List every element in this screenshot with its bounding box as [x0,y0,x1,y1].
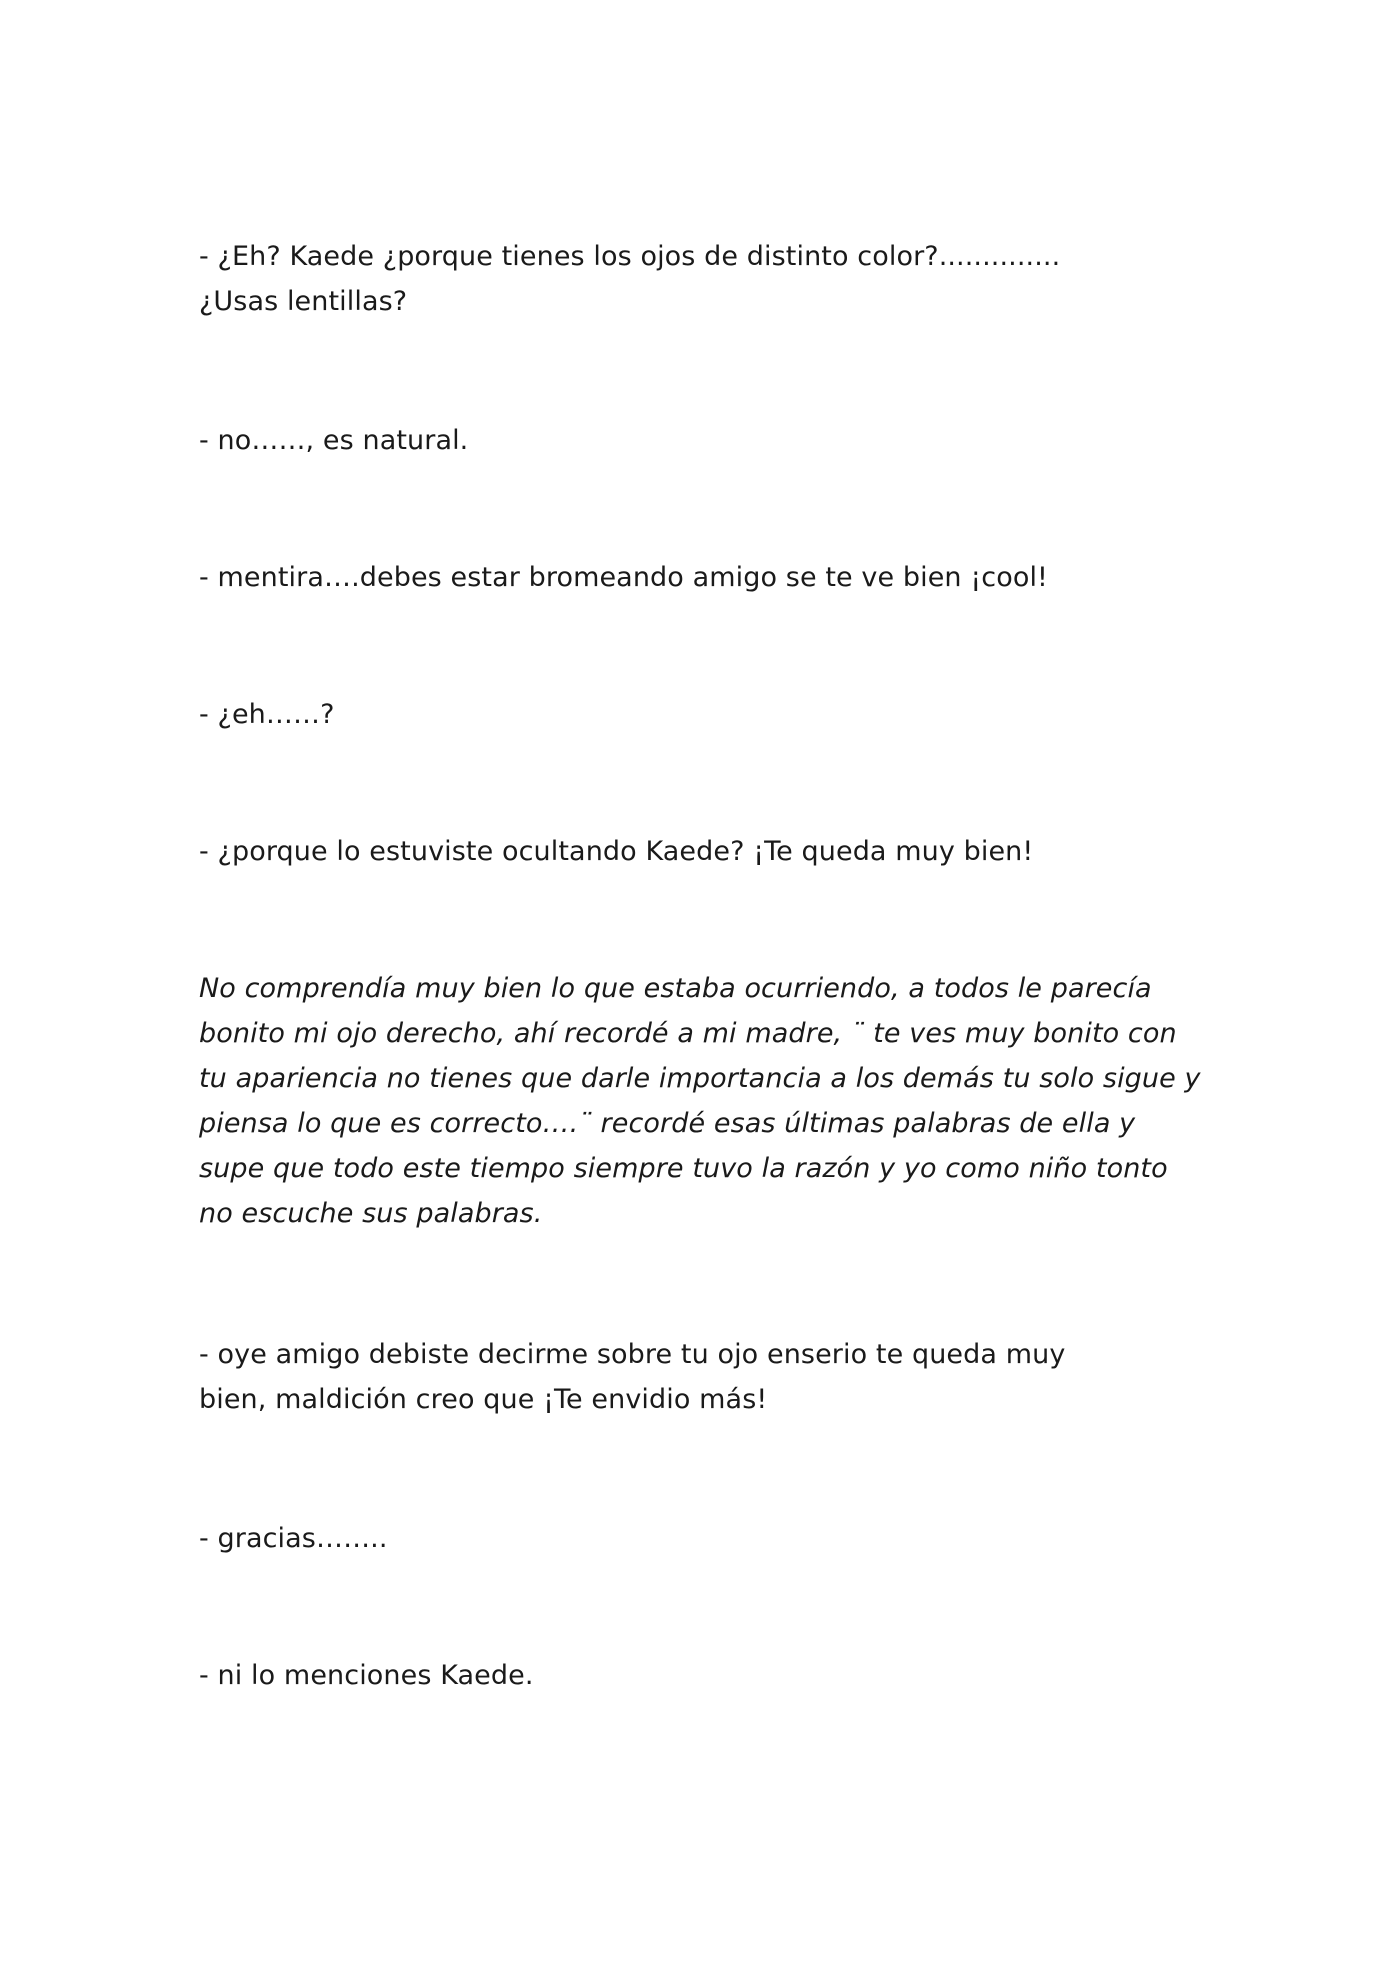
dialogue-line-mentira: - mentira….debes estar bromeando amigo se te ve bien ¡cool! [199,562,1048,593]
dialogue-line-oye-amigo: - oye amigo debiste decirme sobre tu ojo enserio te queda muy bien, maldición creo que ¡Te envidio más! [199,1339,1066,1415]
dialogue-line-natural: - no……, es natural. [199,425,469,456]
narration-paragraph: No comprendía muy bien lo que estaba ocurriendo, a todos le parecía bonito mi ojo derecho, ahí recordé a mi madre, ¨ te ves muy bonito con tu apariencia no tienes que darle importancia a los demás tu solo sigue y piensa lo que es correcto….¨ recordé esas últimas palabras de ella y supe que todo este tiempo siempre tuvo la razón y yo como niño tonto no escuche sus palabras. [199,973,1201,1229]
dialogue-line-ocultando: - ¿porque lo estuviste ocultando Kaede? ¡Te queda muy bien! [199,836,1034,867]
dialogue-line-ni-lo-menciones: - ni lo menciones Kaede. [199,1660,534,1691]
dialogue-line-eh: - ¿eh……? [199,699,335,730]
dialogue-line-eh-kaede: - ¿Eh? Kaede ¿porque tienes los ojos de distinto color?.............. ¿Usas lentillas? [199,241,1061,317]
dialogue-line-gracias: - gracias…….. [199,1523,388,1554]
